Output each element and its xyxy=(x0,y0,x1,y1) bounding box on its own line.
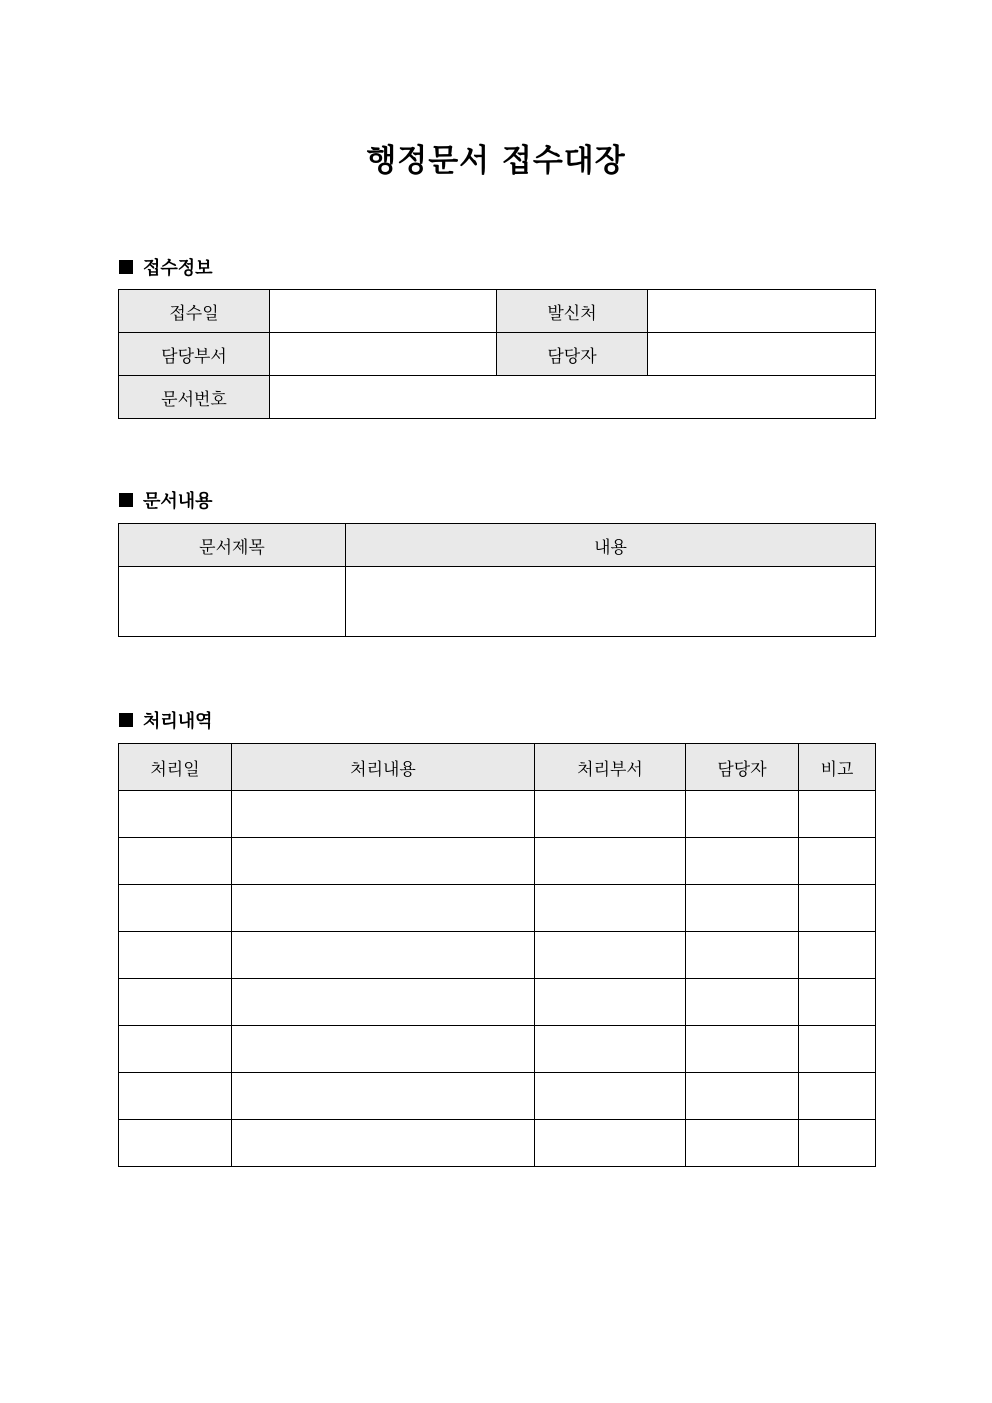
process-note-cell[interactable] xyxy=(799,932,876,979)
header-process-department: 처리부서 xyxy=(535,744,686,791)
person-field[interactable] xyxy=(648,333,876,376)
process-date-cell[interactable] xyxy=(119,932,232,979)
header-process-content: 처리내용 xyxy=(232,744,535,791)
header-doc-title: 문서제목 xyxy=(119,524,346,567)
process-content-cell[interactable] xyxy=(232,791,535,838)
process-date-cell[interactable] xyxy=(119,885,232,932)
received-date-field[interactable] xyxy=(270,290,497,333)
sender-field[interactable] xyxy=(648,290,876,333)
process-department-cell[interactable] xyxy=(535,791,686,838)
header-process-note: 비고 xyxy=(799,744,876,791)
process-department-cell[interactable] xyxy=(535,1073,686,1120)
label-person: 담당자 xyxy=(497,333,648,376)
process-note-cell[interactable] xyxy=(799,1120,876,1167)
process-date-cell[interactable] xyxy=(119,1026,232,1073)
process-date-cell[interactable] xyxy=(119,1073,232,1120)
process-date-cell[interactable] xyxy=(119,979,232,1026)
content-table xyxy=(118,523,876,637)
process-department-cell[interactable] xyxy=(535,885,686,932)
section-heading-label: 문서내용 xyxy=(143,491,213,512)
doc-title-field[interactable] xyxy=(119,567,346,637)
header-process-person: 담당자 xyxy=(686,744,799,791)
label-received-date: 접수일 xyxy=(119,290,270,333)
process-content-cell[interactable] xyxy=(232,838,535,885)
process-person-cell[interactable] xyxy=(686,1073,799,1120)
table-row xyxy=(119,791,876,838)
section-heading-reception xyxy=(119,254,213,280)
process-content-cell[interactable] xyxy=(232,1026,535,1073)
process-department-cell[interactable] xyxy=(535,1026,686,1073)
process-person-cell[interactable] xyxy=(686,791,799,838)
table-row xyxy=(119,1026,876,1073)
process-note-cell[interactable] xyxy=(799,838,876,885)
label-sender: 발신처 xyxy=(497,290,648,333)
processing-table xyxy=(118,743,876,1167)
table-row xyxy=(119,885,876,932)
header-process-date: 처리일 xyxy=(119,744,232,791)
process-content-cell[interactable] xyxy=(232,1073,535,1120)
process-person-cell[interactable] xyxy=(686,932,799,979)
square-bullet-icon xyxy=(119,713,133,727)
doc-number-field[interactable] xyxy=(270,376,876,419)
department-field[interactable] xyxy=(270,333,497,376)
square-bullet-icon xyxy=(119,260,133,274)
table-row xyxy=(119,1073,876,1120)
process-note-cell[interactable] xyxy=(799,791,876,838)
process-department-cell[interactable] xyxy=(535,979,686,1026)
process-department-cell[interactable] xyxy=(535,1120,686,1167)
process-person-cell[interactable] xyxy=(686,1120,799,1167)
process-person-cell[interactable] xyxy=(686,838,799,885)
page-title: 행정문서 접수대장 xyxy=(366,143,626,179)
process-department-cell[interactable] xyxy=(535,838,686,885)
process-department-cell[interactable] xyxy=(535,932,686,979)
process-date-cell[interactable] xyxy=(119,838,232,885)
process-content-cell[interactable] xyxy=(232,1120,535,1167)
process-person-cell[interactable] xyxy=(686,1026,799,1073)
process-content-cell[interactable] xyxy=(232,979,535,1026)
process-note-cell[interactable] xyxy=(799,1073,876,1120)
label-department: 담당부서 xyxy=(119,333,270,376)
process-note-cell[interactable] xyxy=(799,979,876,1026)
section-heading-processing xyxy=(119,707,213,733)
process-person-cell[interactable] xyxy=(686,979,799,1026)
table-row xyxy=(119,1120,876,1167)
section-heading-content xyxy=(119,487,213,513)
process-content-cell[interactable] xyxy=(232,885,535,932)
label-doc-number: 문서번호 xyxy=(119,376,270,419)
section-heading-label: 접수정보 xyxy=(143,258,213,279)
process-date-cell[interactable] xyxy=(119,791,232,838)
square-bullet-icon xyxy=(119,493,133,507)
reception-table xyxy=(118,289,876,419)
process-person-cell[interactable] xyxy=(686,885,799,932)
process-content-cell[interactable] xyxy=(232,932,535,979)
process-date-cell[interactable] xyxy=(119,1120,232,1167)
table-row xyxy=(119,979,876,1026)
table-row xyxy=(119,838,876,885)
process-note-cell[interactable] xyxy=(799,885,876,932)
header-doc-body: 내용 xyxy=(346,524,876,567)
section-heading-label: 처리내역 xyxy=(143,711,213,732)
table-row xyxy=(119,932,876,979)
process-note-cell[interactable] xyxy=(799,1026,876,1073)
doc-body-field[interactable] xyxy=(346,567,876,637)
